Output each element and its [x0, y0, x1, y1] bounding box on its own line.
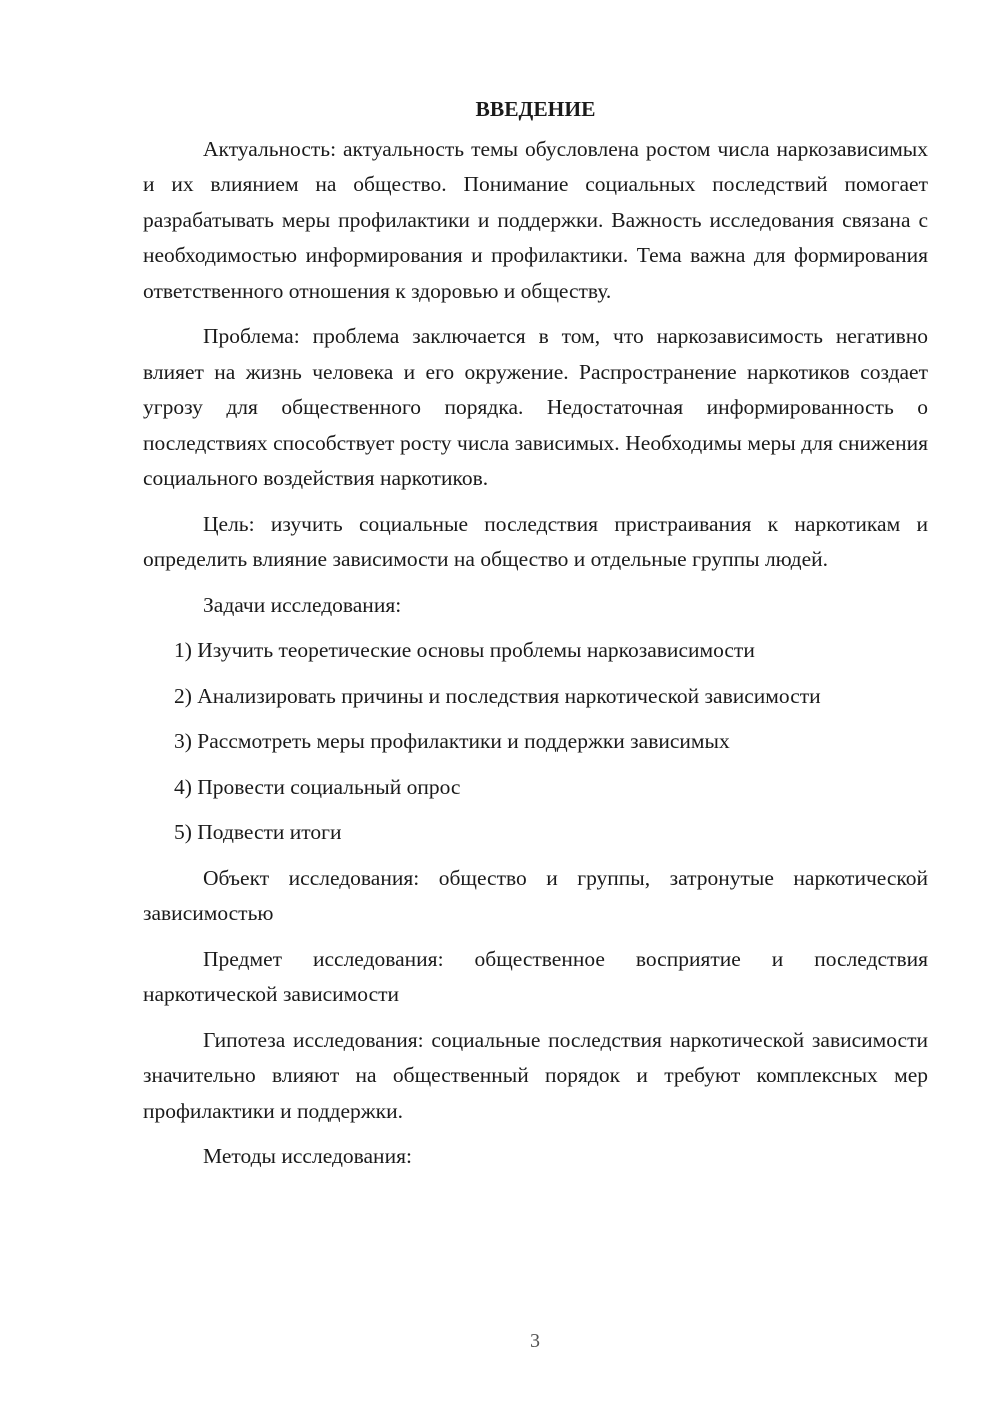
paragraph-object: Объект исследования: общество и группы, затронутые наркотической зависимостью [143, 865, 928, 925]
section-title: ВВЕДЕНИЕ [475, 97, 596, 121]
document-page [143, 92, 928, 1185]
paragraph-hypothesis: Гипотеза исследования: социальные последствия наркотической зависимости значительно влияют на общественный порядок и требуют комплексных мер профилактики и поддержки. [143, 1027, 928, 1123]
page-number: 3 [530, 1330, 540, 1352]
task-item-3: 3) Рассмотреть меры профилактики и поддержки зависимых [174, 729, 730, 753]
tasks-heading: Задачи исследования: [203, 592, 402, 617]
paragraph-problem: Проблема: проблема заключается в том, что наркозависимость негативно влияет на жизнь человека и его окружение. Распространение наркотиков создает угрозу для общественного порядка. Недостаточная информированность о последствиях способствует росту числа зависимых. Необходимы меры для снижения социального воздействия наркотиков. [143, 324, 928, 490]
paragraph-relevance: Актуальность: актуальность темы обусловлена ростом числа наркозависимых и их влиянием на общество. Понимание социальных последствий помогает разрабатывать меры профилактики и поддержки. Важность исследования связана с необходимостью информирования и профилактики. Тема важна для формирования ответственного отношения к здоровью и обществу. [143, 136, 928, 303]
paragraph-goal: Цель: изучить социальные последствия пристраивания к наркотикам и определить влияние зависимости на общество и отдельные группы людей. [143, 511, 928, 571]
methods-heading: Методы исследования: [203, 1144, 412, 1168]
task-item-4: 4) Провести социальный опрос [174, 774, 461, 799]
task-item-1: 1) Изучить теоретические основы проблемы наркозависимости [174, 638, 755, 662]
task-item-5: 5) Подвести итоги [174, 820, 342, 844]
paragraph-subject: Предмет исследования: общественное восприятие и последствия наркотической зависимости [143, 946, 928, 1006]
task-item-2: 2) Анализировать причины и последствия наркотической зависимости [174, 683, 821, 708]
